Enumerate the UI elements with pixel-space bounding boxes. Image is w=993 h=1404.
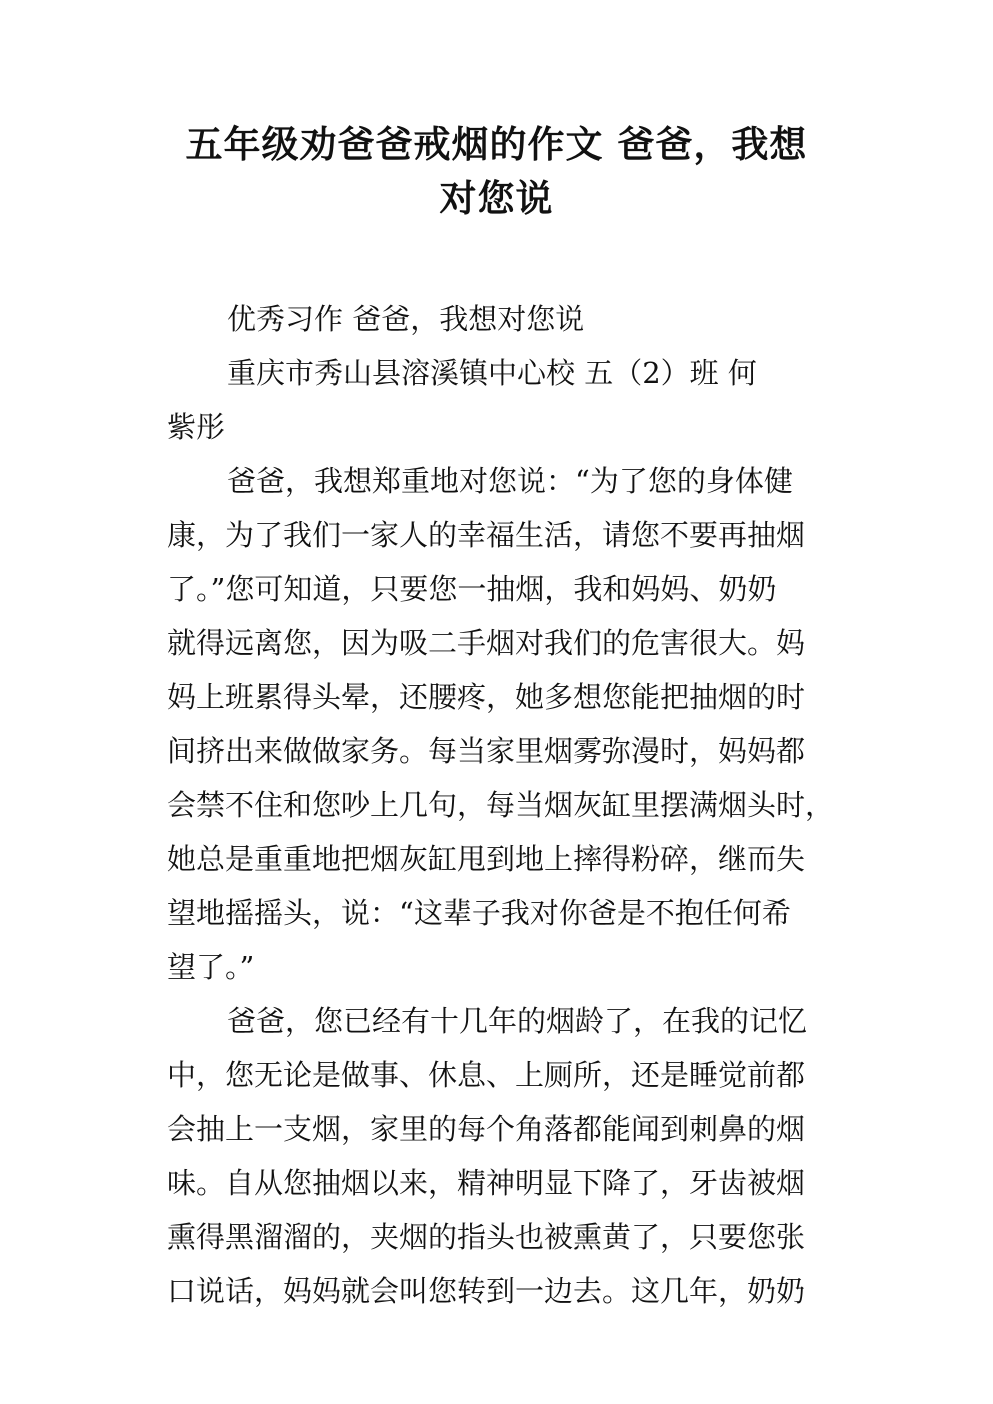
paragraph-line: 爸爸，我想郑重地对您说：“为了您的身体健 bbox=[227, 464, 793, 498]
paragraph-line: 望地摇摇头，说：“这辈子我对你爸是不抱任何希 bbox=[167, 896, 791, 930]
title-line: 对您说 bbox=[439, 177, 554, 220]
document-title bbox=[150, 118, 843, 226]
paragraph-line: 间挤出来做做家务。每当家里烟雾弥漫时，妈妈都 bbox=[167, 734, 806, 768]
paragraph-line: 就得远离您，因为吸二手烟对我们的危害很大。妈 bbox=[167, 626, 806, 660]
document-body bbox=[167, 292, 847, 1318]
paragraph-line: 熏得黑溜溜的，夹烟的指头也被熏黄了，只要您张 bbox=[167, 1220, 806, 1254]
paragraph-line: 会禁不住和您吵上几句，每当烟灰缸里摆满烟头时， bbox=[167, 788, 835, 822]
paragraph-line: 口说话，妈妈就会叫您转到一边去。这几年，奶奶 bbox=[167, 1274, 806, 1308]
title-line: 五年级劝爸爸戒烟的作文 爸爸，我想 bbox=[185, 123, 808, 166]
paragraph-line: 康，为了我们一家人的幸福生活，请您不要再抽烟 bbox=[167, 518, 806, 552]
paragraph-line: 妈上班累得头晕，还腰疼，她多想您能把抽烟的时 bbox=[167, 680, 806, 714]
author-line: 重庆市秀山县溶溪镇中心校 五（2）班 何 bbox=[227, 356, 757, 390]
paragraph-line: 望了。” bbox=[167, 950, 255, 984]
subtitle-line: 优秀习作 爸爸，我想对您说 bbox=[227, 302, 585, 336]
author-line: 紫彤 bbox=[167, 410, 226, 444]
paragraph-line: 中，您无论是做事、休息、上厕所，还是睡觉前都 bbox=[167, 1058, 806, 1092]
paragraph-line: 了。”您可知道，只要您一抽烟，我和妈妈、奶奶 bbox=[167, 572, 777, 606]
paragraph-line: 爸爸，您已经有十几年的烟龄了，在我的记忆 bbox=[227, 1004, 808, 1038]
paragraph-line: 她总是重重地把烟灰缸甩到地上摔得粉碎，继而失 bbox=[167, 842, 806, 876]
paragraph-line: 会抽上一支烟，家里的每个角落都能闻到刺鼻的烟 bbox=[167, 1112, 806, 1146]
paragraph-line: 味。自从您抽烟以来，精神明显下降了，牙齿被烟 bbox=[167, 1166, 806, 1200]
